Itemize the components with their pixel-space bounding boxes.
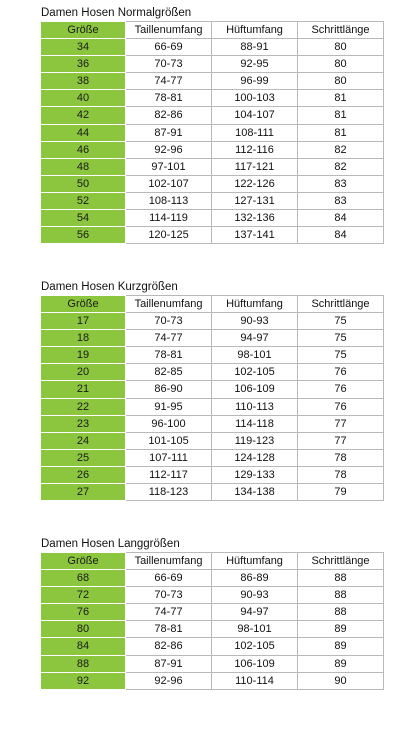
inseam-cell: 82 xyxy=(298,141,384,158)
table-title: Damen Hosen Kurzgrößen xyxy=(41,281,178,293)
size-table-short xyxy=(40,280,386,501)
table-row xyxy=(41,124,384,141)
table-row xyxy=(41,415,384,432)
waist-cell: 87-91 xyxy=(126,655,212,672)
inseam-cell: 81 xyxy=(298,90,384,107)
size-cell: 50 xyxy=(41,175,126,192)
table-row xyxy=(41,56,384,73)
hip-cell: 96-99 xyxy=(212,73,298,90)
size-cell: 27 xyxy=(41,484,126,501)
inseam-cell: 77 xyxy=(298,432,384,449)
waist-cell: 74-77 xyxy=(126,330,212,347)
waist-cell: 78-81 xyxy=(126,347,212,364)
header-waist: Taillenumfang xyxy=(126,22,212,39)
waist-cell: 87-91 xyxy=(126,124,212,141)
size-cell: 25 xyxy=(41,449,126,466)
inseam-cell: 75 xyxy=(298,347,384,364)
inseam-cell: 78 xyxy=(298,449,384,466)
size-cell: 38 xyxy=(41,73,126,90)
table-row xyxy=(41,432,384,449)
table-row xyxy=(41,192,384,209)
inseam-cell: 84 xyxy=(298,227,384,244)
size-cell: 20 xyxy=(41,364,126,381)
table-row xyxy=(41,364,384,381)
size-cell: 36 xyxy=(41,56,126,73)
header-size: Größe xyxy=(41,553,126,570)
waist-cell: 112-117 xyxy=(126,466,212,483)
table-row xyxy=(41,39,384,56)
waist-cell: 91-95 xyxy=(126,398,212,415)
inseam-cell: 82 xyxy=(298,158,384,175)
inseam-cell: 81 xyxy=(298,107,384,124)
inseam-cell: 76 xyxy=(298,381,384,398)
size-cell: 42 xyxy=(41,107,126,124)
hip-cell: 100-103 xyxy=(212,90,298,107)
size-table xyxy=(40,295,384,501)
table-row xyxy=(41,449,384,466)
waist-cell: 74-77 xyxy=(126,73,212,90)
header-waist: Taillenumfang xyxy=(126,296,212,313)
table-row xyxy=(41,466,384,483)
table-row xyxy=(41,158,384,175)
size-cell: 72 xyxy=(41,587,126,604)
hip-cell: 106-109 xyxy=(212,381,298,398)
table-row xyxy=(41,638,384,655)
inseam-cell: 89 xyxy=(298,655,384,672)
inseam-cell: 89 xyxy=(298,621,384,638)
hip-cell: 110-114 xyxy=(212,672,298,689)
waist-cell: 118-123 xyxy=(126,484,212,501)
inseam-cell: 78 xyxy=(298,466,384,483)
table-row xyxy=(41,672,384,689)
table-row xyxy=(41,330,384,347)
waist-cell: 92-96 xyxy=(126,141,212,158)
table-row xyxy=(41,604,384,621)
hip-cell: 98-101 xyxy=(212,347,298,364)
hip-cell: 90-93 xyxy=(212,587,298,604)
hip-cell: 129-133 xyxy=(212,466,298,483)
waist-cell: 66-69 xyxy=(126,39,212,56)
hip-cell: 88-91 xyxy=(212,39,298,56)
waist-cell: 114-119 xyxy=(126,210,212,227)
inseam-cell: 88 xyxy=(298,604,384,621)
size-cell: 46 xyxy=(41,141,126,158)
size-cell: 52 xyxy=(41,192,126,209)
inseam-cell: 80 xyxy=(298,73,384,90)
inseam-cell: 76 xyxy=(298,364,384,381)
size-cell: 40 xyxy=(41,90,126,107)
header-waist: Taillenumfang xyxy=(126,553,212,570)
table-row xyxy=(41,381,384,398)
table-title: Damen Hosen Langgrößen xyxy=(41,538,180,550)
hip-cell: 90-93 xyxy=(212,313,298,330)
header-inseam: Schrittlänge xyxy=(298,296,384,313)
size-cell: 21 xyxy=(41,381,126,398)
size-cell: 44 xyxy=(41,124,126,141)
size-cell: 84 xyxy=(41,638,126,655)
size-cell: 34 xyxy=(41,39,126,56)
header-size: Größe xyxy=(41,22,126,39)
header-hip: Hüftumfang xyxy=(212,296,298,313)
header-inseam: Schrittlänge xyxy=(298,22,384,39)
waist-cell: 101-105 xyxy=(126,432,212,449)
hip-cell: 137-141 xyxy=(212,227,298,244)
waist-cell: 66-69 xyxy=(126,570,212,587)
hip-cell: 92-95 xyxy=(212,56,298,73)
header-inseam: Schrittlänge xyxy=(298,553,384,570)
waist-cell: 74-77 xyxy=(126,604,212,621)
table-row xyxy=(41,570,384,587)
waist-cell: 70-73 xyxy=(126,56,212,73)
size-cell: 68 xyxy=(41,570,126,587)
inseam-cell: 76 xyxy=(298,398,384,415)
inseam-cell: 80 xyxy=(298,39,384,56)
hip-cell: 119-123 xyxy=(212,432,298,449)
waist-cell: 70-73 xyxy=(126,587,212,604)
header-hip: Hüftumfang xyxy=(212,22,298,39)
size-cell: 76 xyxy=(41,604,126,621)
table-row xyxy=(41,227,384,244)
size-cell: 88 xyxy=(41,655,126,672)
size-table xyxy=(40,552,384,690)
header-size: Größe xyxy=(41,296,126,313)
table-row xyxy=(41,398,384,415)
size-table-long xyxy=(40,537,386,690)
hip-cell: 112-116 xyxy=(212,141,298,158)
waist-cell: 78-81 xyxy=(126,621,212,638)
size-table-normal xyxy=(40,6,386,244)
inseam-cell: 80 xyxy=(298,56,384,73)
size-cell: 19 xyxy=(41,347,126,364)
hip-cell: 86-89 xyxy=(212,570,298,587)
table-row xyxy=(41,175,384,192)
inseam-cell: 83 xyxy=(298,175,384,192)
size-table xyxy=(40,21,384,244)
table-row xyxy=(41,107,384,124)
hip-cell: 102-105 xyxy=(212,638,298,655)
waist-cell: 82-85 xyxy=(126,364,212,381)
hip-cell: 124-128 xyxy=(212,449,298,466)
inseam-cell: 90 xyxy=(298,672,384,689)
waist-cell: 92-96 xyxy=(126,672,212,689)
waist-cell: 82-86 xyxy=(126,107,212,124)
table-row xyxy=(41,141,384,158)
waist-cell: 96-100 xyxy=(126,415,212,432)
waist-cell: 82-86 xyxy=(126,638,212,655)
hip-cell: 117-121 xyxy=(212,158,298,175)
size-cell: 22 xyxy=(41,398,126,415)
inseam-cell: 75 xyxy=(298,330,384,347)
table-row xyxy=(41,621,384,638)
inseam-cell: 88 xyxy=(298,587,384,604)
hip-cell: 127-131 xyxy=(212,192,298,209)
waist-cell: 107-111 xyxy=(126,449,212,466)
hip-cell: 134-138 xyxy=(212,484,298,501)
table-row xyxy=(41,313,384,330)
header-row xyxy=(41,296,384,313)
waist-cell: 86-90 xyxy=(126,381,212,398)
waist-cell: 70-73 xyxy=(126,313,212,330)
table-row xyxy=(41,655,384,672)
waist-cell: 78-81 xyxy=(126,90,212,107)
hip-cell: 106-109 xyxy=(212,655,298,672)
size-cell: 17 xyxy=(41,313,126,330)
hip-cell: 114-118 xyxy=(212,415,298,432)
inseam-cell: 89 xyxy=(298,638,384,655)
waist-cell: 97-101 xyxy=(126,158,212,175)
inseam-cell: 88 xyxy=(298,570,384,587)
hip-cell: 132-136 xyxy=(212,210,298,227)
inseam-cell: 83 xyxy=(298,192,384,209)
size-cell: 80 xyxy=(41,621,126,638)
hip-cell: 94-97 xyxy=(212,330,298,347)
inseam-cell: 81 xyxy=(298,124,384,141)
size-cell: 18 xyxy=(41,330,126,347)
header-row xyxy=(41,553,384,570)
hip-cell: 110-113 xyxy=(212,398,298,415)
hip-cell: 122-126 xyxy=(212,175,298,192)
size-cell: 26 xyxy=(41,466,126,483)
header-row xyxy=(41,22,384,39)
table-row xyxy=(41,347,384,364)
size-cell: 92 xyxy=(41,672,126,689)
hip-cell: 98-101 xyxy=(212,621,298,638)
table-row xyxy=(41,210,384,227)
waist-cell: 102-107 xyxy=(126,175,212,192)
waist-cell: 108-113 xyxy=(126,192,212,209)
inseam-cell: 79 xyxy=(298,484,384,501)
hip-cell: 94-97 xyxy=(212,604,298,621)
table-title: Damen Hosen Normalgrößen xyxy=(41,7,192,19)
hip-cell: 104-107 xyxy=(212,107,298,124)
inseam-cell: 77 xyxy=(298,415,384,432)
size-cell: 56 xyxy=(41,227,126,244)
size-cell: 23 xyxy=(41,415,126,432)
table-row xyxy=(41,484,384,501)
table-row xyxy=(41,90,384,107)
table-row xyxy=(41,587,384,604)
hip-cell: 108-111 xyxy=(212,124,298,141)
table-row xyxy=(41,73,384,90)
size-cell: 48 xyxy=(41,158,126,175)
hip-cell: 102-105 xyxy=(212,364,298,381)
size-cell: 54 xyxy=(41,210,126,227)
waist-cell: 120-125 xyxy=(126,227,212,244)
size-cell: 24 xyxy=(41,432,126,449)
header-hip: Hüftumfang xyxy=(212,553,298,570)
inseam-cell: 75 xyxy=(298,313,384,330)
inseam-cell: 84 xyxy=(298,210,384,227)
